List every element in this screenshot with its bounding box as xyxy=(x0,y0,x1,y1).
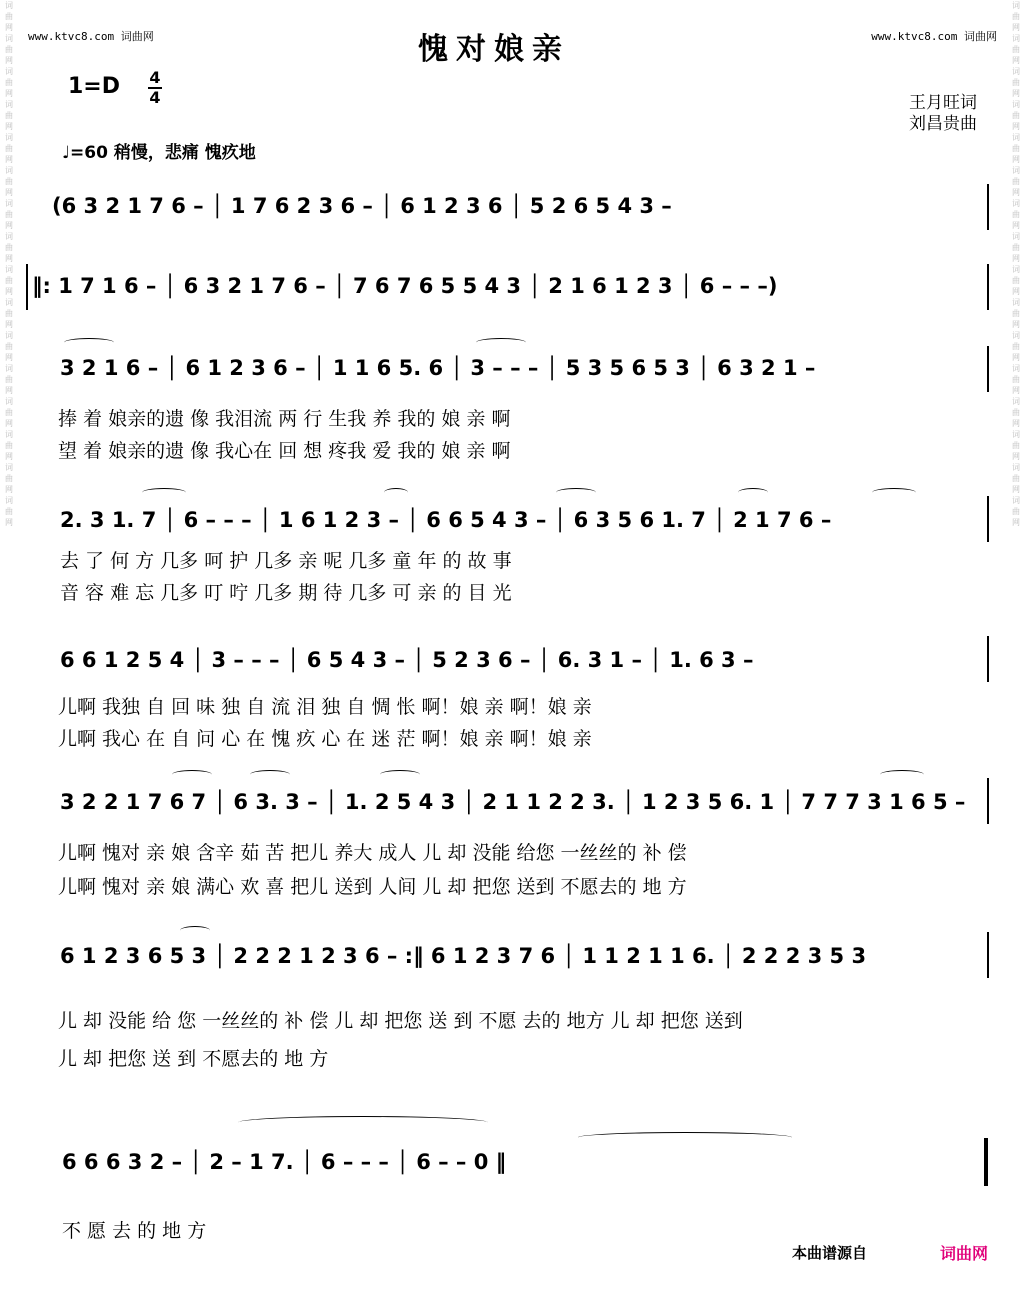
staff-row-8: 6 6 6 3 2 – │ 2 – 1 7. │ 6 – – – │ 6 – – 0 ‖ xyxy=(62,1150,507,1174)
lyrics-row-8-verse-1: 不 愿 去 的 地 方 xyxy=(62,1220,207,1242)
lyrics-row-3-verse-1: 捧 着 娘亲的遗 像 我泪流 两 行 生我 养 我的 娘 亲 啊 xyxy=(58,408,511,430)
tie-long xyxy=(238,1116,488,1129)
lyrics-row-5-verse-1: 儿啊 我独 自 回 味 独 自 流 泪 独 自 惆 怅 啊！娘 亲 啊！娘 亲 xyxy=(58,696,592,718)
barline xyxy=(987,932,989,978)
lyrics-row-6-verse-1: 儿啊 愧对 亲 娘 含辛 茹 苦 把儿 养大 成人 儿 却 没能 给您 一丝丝的 补 偿 xyxy=(58,842,687,864)
lyrics-row-3-verse-2: 望 着 娘亲的遗 像 我心在 回 想 疼我 爱 我的 娘 亲 啊 xyxy=(58,440,511,462)
barline xyxy=(987,264,989,310)
staff-row-1: (6 3 2 1 7 6 – │ 1 7 6 2 3 6 – │ 6 1 2 3 6 │ 5 2 6 5 4 3 – xyxy=(52,194,672,218)
slur xyxy=(142,488,186,497)
slur xyxy=(172,770,212,779)
barline xyxy=(987,636,989,682)
staff-row-4: 2. 3 1. 7 │ 6 – – – │ 1 6 1 2 3 – │ 6 6 5 4 3 – │ 6 3 5 6 1. 7 │ 2 1 7 6 – xyxy=(60,508,832,532)
slur xyxy=(738,488,768,497)
slur xyxy=(880,770,924,779)
staff-row-6: 3 2 2 1 7 6 7 │ 6 3. 3 – │ 1. 2 5 4 3 │ 2 1 1 2 2 3. │ 1 2 3 5 6. 1 │ 7 7 7 3 1 6 5 – xyxy=(60,790,966,814)
staff-row-3: 3 2 1 6 – │ 6 1 2 3 6 – │ 1 1 6 5. 6 │ 3 – – – │ 5 3 5 6 5 3 │ 6 3 2 1 – xyxy=(60,356,816,380)
final-barline xyxy=(984,1138,988,1186)
staff-row-7: 6 1 2 3 6 5 3 │ 2 2 2 1 2 3 6 – :‖ 6 1 2 3 7 6 │ 1 1 2 1 1 6. │ 2 2 2 3 5 3 xyxy=(60,944,867,968)
staff-row-5: 6 6 1 2 5 4 │ 3 – – – │ 6 5 4 3 – │ 5 2 3 6 – │ 6. 3 1 – │ 1. 6 3 – xyxy=(60,648,754,672)
composer: 刘昌贵曲 xyxy=(909,114,977,134)
key-signature: 1=D xyxy=(68,74,121,99)
slur xyxy=(250,770,290,779)
slur xyxy=(872,488,916,497)
source-url-left[interactable]: www.ktvc8.com 词曲网 xyxy=(28,30,154,43)
slur xyxy=(180,926,210,935)
lyrics-row-4-verse-1: 去 了 何 方 几多 呵 护 几多 亲 呢 几多 童 年 的 故 事 xyxy=(60,550,512,572)
source-label: 本曲谱源自 xyxy=(792,1244,868,1262)
song-title: 愧对娘亲 xyxy=(418,32,570,67)
left-watermark-strip: 词曲网词曲网词曲网词曲网词曲网词曲网词曲网词曲网词曲网词曲网词曲网词曲网词曲网词曲网词曲网词曲网 xyxy=(5,1,13,527)
time-signature xyxy=(148,70,162,106)
slur xyxy=(556,488,596,497)
time-denominator: 4 xyxy=(149,88,161,107)
barline xyxy=(987,778,989,824)
lyrics-row-6-verse-2: 儿啊 愧对 亲 娘 满心 欢 喜 把儿 送到 人间 儿 却 把您 送到 不愿去的 地 方 xyxy=(58,876,687,898)
slur xyxy=(476,338,526,347)
lyrics-row-7-verse-2: 儿 却 把您 送 到 不愿去的 地 方 xyxy=(58,1048,329,1070)
slur xyxy=(64,338,114,347)
credits xyxy=(909,93,977,135)
source-url-right[interactable]: www.ktvc8.com 词曲网 xyxy=(871,30,997,43)
lyrics-row-4-verse-2: 音 容 难 忘 几多 叮 咛 几多 期 待 几多 可 亲 的 目 光 xyxy=(60,582,512,604)
barline xyxy=(987,184,989,230)
lyrics-row-7-verse-1: 儿 却 没能 给 您 一丝丝的 补 偿 儿 却 把您 送 到 不愿 去的 地方 儿 却 把您 送到 xyxy=(58,1010,743,1032)
slur xyxy=(384,488,408,497)
tempo-marking: ♩=60 稍慢，悲痛 愧疚地 xyxy=(62,143,256,163)
right-watermark-strip: 词曲网词曲网词曲网词曲网词曲网词曲网词曲网词曲网词曲网词曲网词曲网词曲网词曲网词曲网词曲网词曲网 xyxy=(1012,1,1020,527)
staff-row-2: ‖: 1 7 1 6 – │ 6 3 2 1 7 6 – │ 7 6 7 6 5 5 4 3 │ 2 1 6 1 2 3 │ 6 – – –) xyxy=(32,274,778,298)
tie-long xyxy=(578,1132,792,1143)
lyricist: 王月旺词 xyxy=(909,93,977,113)
lyrics-row-5-verse-2: 儿啊 我心 在 自 问 心 在 愧 疚 心 在 迷 茫 啊！娘 亲 啊！娘 亲 xyxy=(58,728,592,750)
repeat-start-barline xyxy=(26,264,28,310)
time-numerator: 4 xyxy=(149,68,161,87)
barline xyxy=(987,346,989,392)
brand-logo-text[interactable]: 词曲网 xyxy=(940,1244,989,1263)
slur xyxy=(380,770,420,779)
barline xyxy=(987,496,989,542)
